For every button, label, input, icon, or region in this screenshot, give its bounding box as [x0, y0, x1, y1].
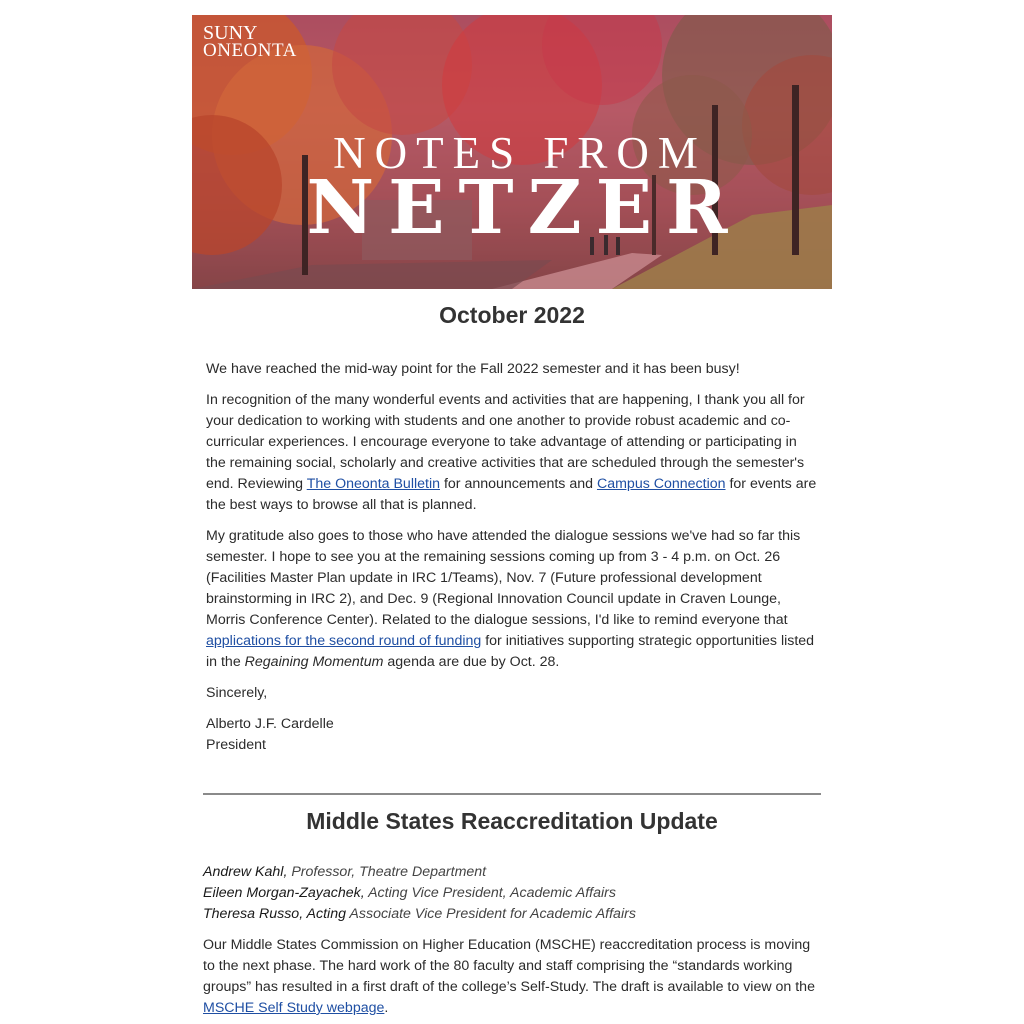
msche-self-study-link[interactable]: MSCHE Self Study webpage [203, 1000, 385, 1016]
author-role: Associate Vice President for Academic Affairs [346, 906, 636, 922]
logo-line2: ONEONTA [203, 40, 297, 61]
letter-paragraph-3 [206, 526, 818, 673]
author-line [203, 883, 823, 904]
msche-section-title: Middle States Reaccreditation Update [306, 808, 718, 834]
letter-paragraph-2 [206, 390, 818, 516]
letter-text: for initiatives supporting strategic opportunities listed in the [206, 633, 815, 670]
author-line [203, 904, 823, 925]
letter-text: agenda are due by Oct. 28. [383, 654, 560, 670]
letter-text: for announcements and [440, 476, 597, 492]
msche-text: . [384, 1000, 389, 1016]
author-name: Andrew Kahl, [203, 864, 288, 880]
letter-text: In recognition of the many wonderful events and activities that are happening, I thank you all for your dedication to working with students and one another to provide robust academic and co-curricular experiences. I encourage everyone to take advantage of attending or participating in the remaining social, scholarly and creative activities that are scheduled through the semester's end. Reviewing [206, 392, 805, 492]
author-name: Theresa Russo, Acting [203, 906, 346, 922]
signer-title: President [206, 737, 266, 753]
author-role: Professor, Theatre Department [287, 864, 487, 880]
banner-kicker: NOTES FROM [333, 128, 707, 178]
msche-body [203, 935, 823, 1019]
letter-signature [206, 714, 818, 756]
suny-oneonta-logo [203, 22, 297, 61]
letter-text: My gratitude also goes to those who have attended the dialogue sessions we've had so far this semester. I hope to see you at the remaining sessions coming up from 3 - 4 p.m. on Oct. 26 (Facilities Master Plan update in IRC 1/Teams), Nov. 7 (Future professional development brainstorming in IRC 2), and Dec. 9 (Regional Innovation Council update in Craven Lounge, Morris Conference Center). Related to the dialogue sessions, I'd like to remind everyone that [206, 528, 801, 628]
funding-applications-link[interactable]: applications for the second round of funding [206, 633, 482, 649]
signer-name: Alberto J.F. Cardelle [206, 716, 334, 732]
president-letter [206, 359, 818, 766]
oneonta-bulletin-link[interactable]: The Oneonta Bulletin [306, 476, 440, 492]
author-role: Acting Vice President, Academic Affairs [364, 885, 616, 901]
header-banner [192, 15, 832, 289]
agenda-name: Regaining Momentum [244, 654, 384, 670]
author-name: Eileen Morgan-Zayachek, [203, 885, 365, 901]
author-line [203, 862, 823, 883]
letter-text: for events are the best ways to browse all that is planned. [206, 476, 817, 513]
campus-connection-link[interactable]: Campus Connection [596, 476, 726, 492]
banner-title: NETZER [306, 165, 742, 251]
letter-closing: Sincerely, [206, 685, 268, 701]
msche-text: Our Middle States Commission on Higher Education (MSCHE) reaccreditation process is moving to the next phase. The hard work of the 80 faculty and staff comprising the “standards working groups” has resulted in a first draft of the college’s Self-Study. The draft is available to view on the [203, 937, 815, 995]
section-divider [203, 793, 821, 795]
author-list [203, 862, 823, 925]
logo-line1: SUNY [203, 22, 258, 44]
letter-paragraph-1: We have reached the mid-way point for the Fall 2022 semester and it has been busy! [206, 361, 740, 377]
issue-month-heading: October 2022 [439, 302, 585, 328]
msche-paragraph [203, 935, 823, 1019]
